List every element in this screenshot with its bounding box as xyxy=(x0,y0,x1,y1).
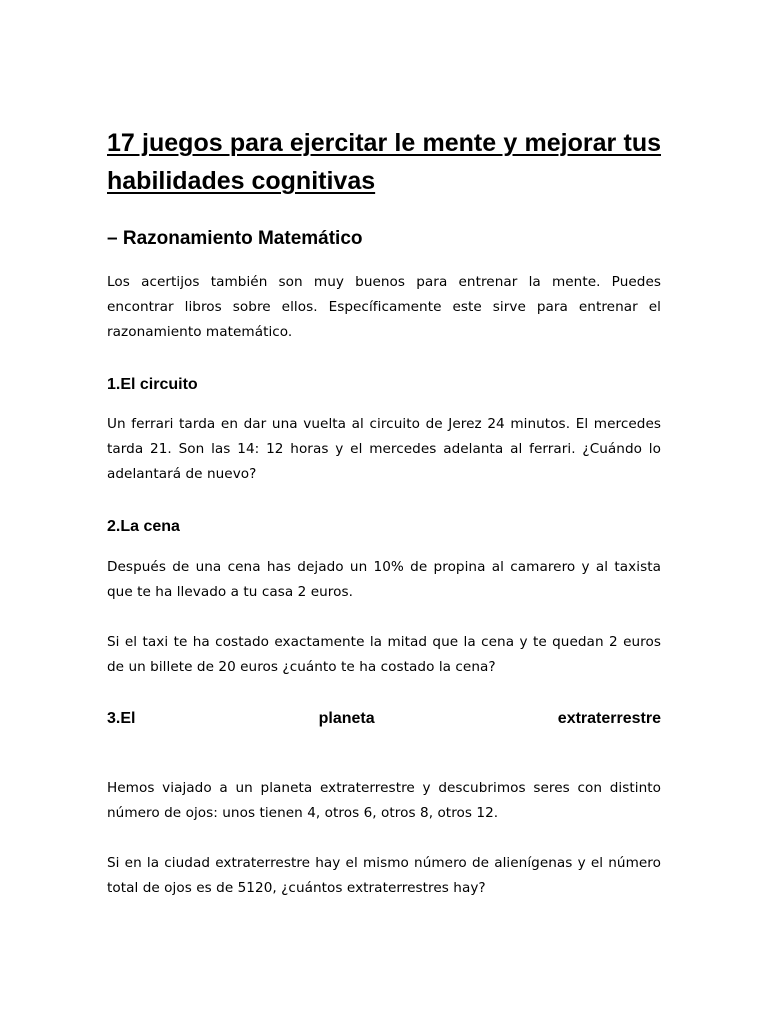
section-title: – Razonamiento Matemático xyxy=(107,228,363,249)
document-title: 17 juegos para ejercitar le mente y mejorar tus habilidades cognitivas xyxy=(107,129,661,195)
intro-paragraph: Los acertijos también son muy buenos para entrenar la mente. Puedes encontrar libros sobre ellos. Específicamente este sirve para entrenar el razonamiento matemático. xyxy=(107,274,661,340)
puzzle-2-paragraph-1: Después de una cena has dejado un 10% de propina al camarero y al taxista que te ha llevado a tu casa 2 euros. xyxy=(107,559,661,600)
puzzle-3-heading-word: planeta xyxy=(318,710,375,727)
puzzle-2-paragraph-2: Si el taxi te ha costado exactamente la mitad que la cena y te quedan 2 euros de un billete de 20 euros ¿cuánto te ha costado la cena? xyxy=(107,634,661,675)
puzzle-2-heading: 2.La cena xyxy=(107,518,180,535)
puzzle-3-heading xyxy=(107,708,661,730)
puzzle-1-paragraph: Un ferrari tarda en dar una vuelta al circuito de Jerez 24 minutos. El mercedes tarda 21. Son las 14: 12 horas y el mercedes adelanta al ferrari. ¿Cuándo lo adelantará de nuevo? xyxy=(107,416,661,482)
puzzle-3-paragraph-2: Si en la ciudad extraterrestre hay el mismo número de alienígenas y el número total de ojos es de 5120, ¿cuántos extraterrestres hay? xyxy=(107,855,661,896)
puzzle-3-heading-word: extraterrestre xyxy=(557,710,661,727)
puzzle-1-heading: 1.El circuito xyxy=(107,376,198,393)
puzzle-3-heading-word: 3.El xyxy=(107,710,136,727)
puzzle-3-paragraph-1: Hemos viajado a un planeta extraterrestre y descubrimos seres con distinto número de ojos: unos tienen 4, otros 6, otros 8, otros 12. xyxy=(107,780,661,821)
